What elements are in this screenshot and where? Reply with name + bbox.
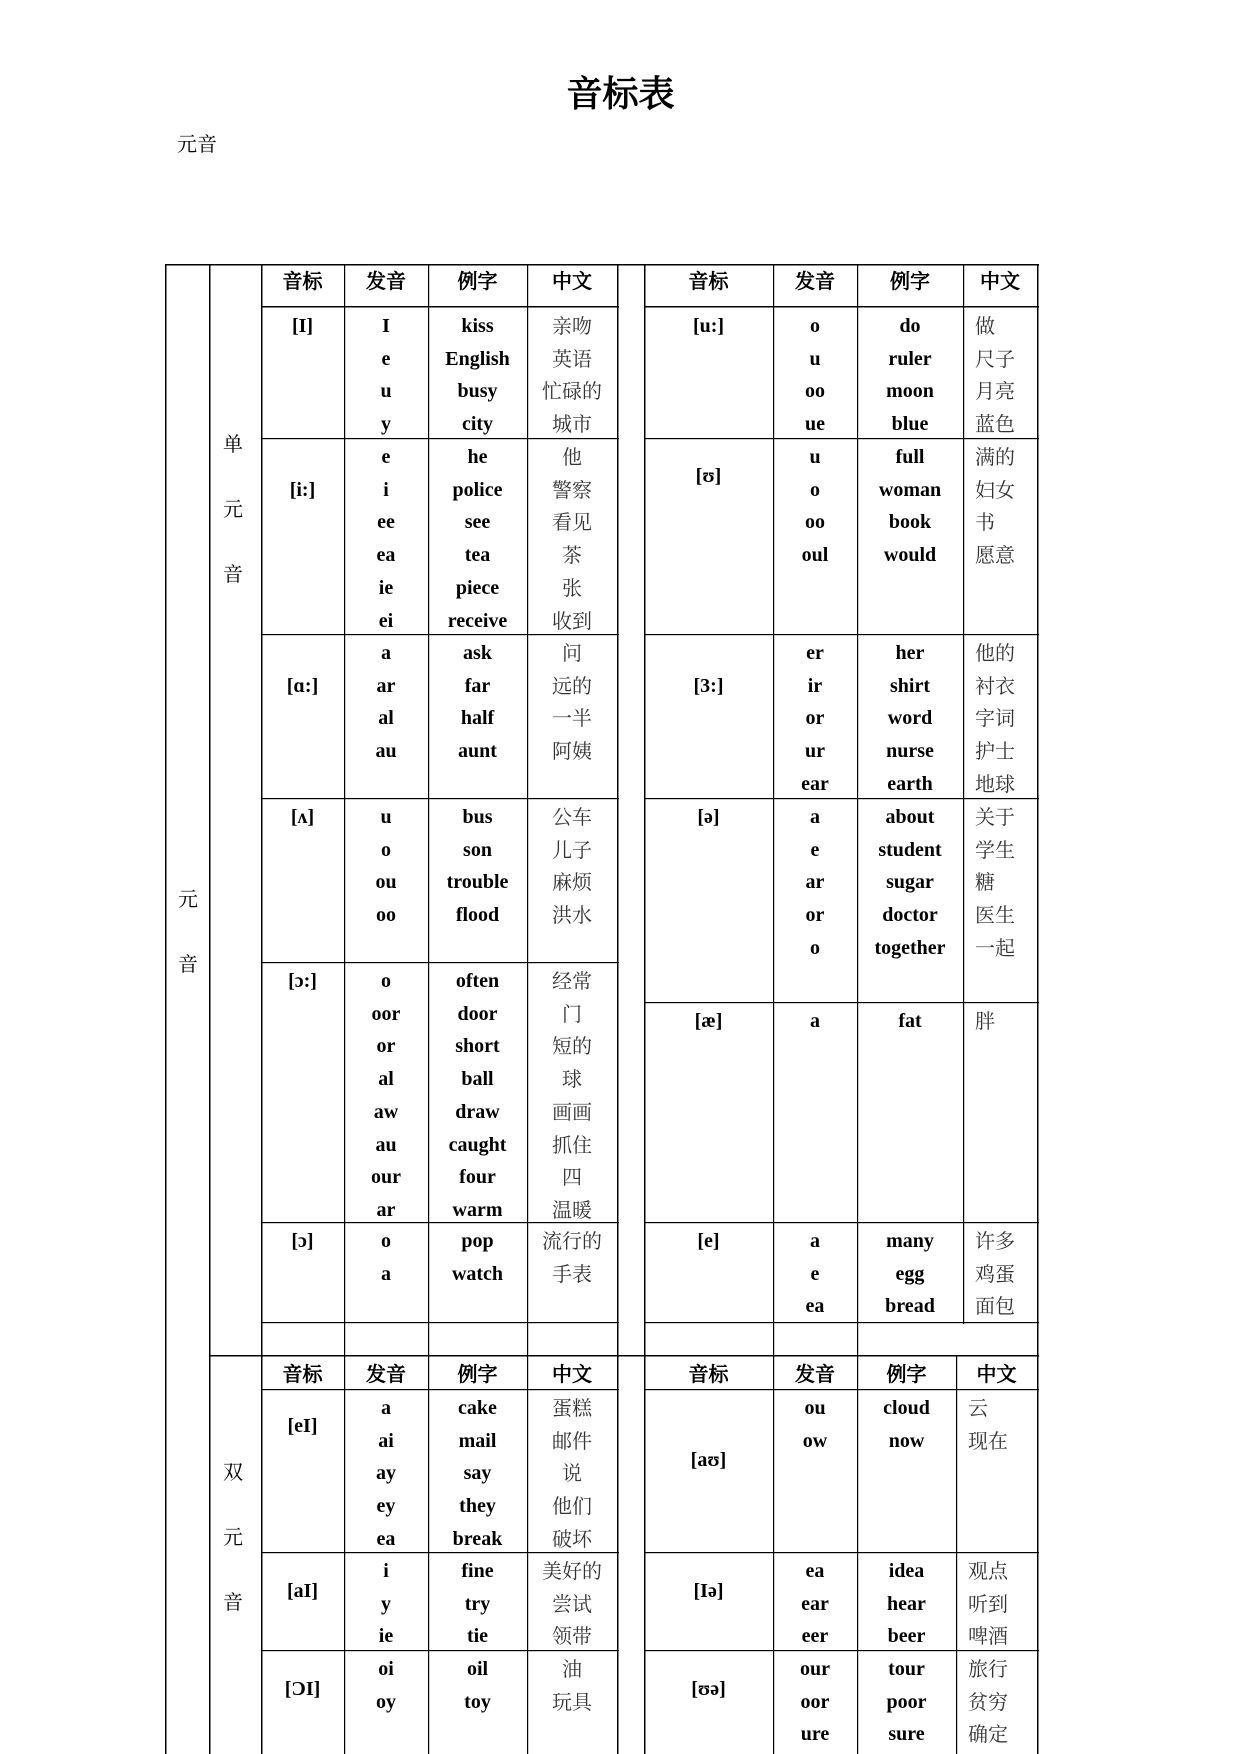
diph-left-2-spelling: oy bbox=[376, 1690, 396, 1713]
mono-right-0-spelling: ue bbox=[805, 413, 825, 436]
mono-right-header-0: 音标 bbox=[688, 269, 729, 293]
diph-left-0-word: say bbox=[463, 1462, 492, 1485]
mono-left-3-meaning: 洪水 bbox=[552, 903, 592, 928]
mono-left-4-spelling: o bbox=[381, 970, 391, 992]
mono-right-3-spelling: o bbox=[810, 936, 820, 959]
mono-left-4-word: draw bbox=[455, 1100, 500, 1123]
diph-left-0-meaning: 他们 bbox=[552, 1494, 592, 1519]
mono-left-5-word: pop bbox=[461, 1230, 494, 1252]
mono-left-5-word: watch bbox=[451, 1262, 504, 1285]
mono-left-1-meaning: 收到 bbox=[552, 608, 592, 633]
mono-left-3-meaning: 公车 bbox=[552, 805, 592, 829]
mono-left-header-3: 中文 bbox=[552, 269, 592, 293]
diph-left-header-2: 例字 bbox=[457, 1362, 498, 1386]
mono-left-3-word: trouble bbox=[446, 871, 509, 894]
mono-right-3-spelling: ar bbox=[805, 871, 825, 894]
diph-left-1-spelling: i bbox=[383, 1560, 389, 1582]
diph-left-1-word: fine bbox=[461, 1560, 494, 1582]
mono-right-1-meaning: 满的 bbox=[975, 445, 1015, 469]
mono-left-4-meaning: 温暖 bbox=[552, 1197, 592, 1222]
mono-left-0-word: city bbox=[461, 413, 494, 436]
mono-right-1-word: full bbox=[895, 446, 925, 468]
mono-right-0-word: do bbox=[899, 315, 921, 337]
diph-right-2-meaning: 贫穷 bbox=[968, 1689, 1008, 1714]
mono-left-4-word: often bbox=[455, 970, 500, 992]
mono-right-2-meaning: 他的 bbox=[975, 641, 1015, 665]
mono-right-2-word: her bbox=[895, 642, 925, 664]
mono-right-0-spelling: o bbox=[810, 315, 820, 337]
mono-right-0-spelling: oo bbox=[805, 380, 825, 403]
mono-left-2-word: half bbox=[460, 707, 495, 730]
diph-left-1-meaning: 领带 bbox=[552, 1624, 592, 1649]
mono-left-3-word: son bbox=[463, 838, 492, 861]
diph-right-1-ipa: [Iə] bbox=[693, 1580, 724, 1602]
mono-right-3-meaning: 学生 bbox=[975, 837, 1015, 862]
mono-left-4-spelling: aw bbox=[373, 1100, 399, 1123]
mono-left-1-spelling: ei bbox=[378, 609, 394, 632]
diph-right-header-2: 例字 bbox=[886, 1362, 927, 1386]
section-label: 元音 bbox=[177, 132, 217, 156]
mono-right-0-meaning: 月亮 bbox=[975, 379, 1015, 404]
mono-left-1-meaning: 茶 bbox=[562, 543, 582, 568]
diph-right-1-spelling: eer bbox=[801, 1625, 829, 1648]
mono-right-2-word: nurse bbox=[886, 740, 934, 763]
mono-right-5-spelling: a bbox=[810, 1230, 820, 1252]
mono-left-4-meaning: 四 bbox=[562, 1165, 582, 1190]
mono-left-1-word: receive bbox=[447, 609, 508, 632]
mono-left-4-word: short bbox=[455, 1035, 500, 1058]
diph-right-2-word: tour bbox=[888, 1658, 925, 1680]
mono-right-4-meaning: 胖 bbox=[975, 1009, 995, 1033]
mono-left-0-spelling: y bbox=[381, 413, 391, 436]
mono-right-5-word: many bbox=[886, 1230, 934, 1252]
mono-right-5-meaning: 鸡蛋 bbox=[975, 1261, 1015, 1286]
mono-left-0-word: kiss bbox=[461, 315, 494, 337]
mono-left-4-word: warm bbox=[452, 1198, 503, 1221]
diph-left-0-word: cake bbox=[458, 1397, 497, 1419]
diphthong-label-text: 双元音 bbox=[223, 1460, 243, 1614]
mono-left-4-meaning: 画画 bbox=[552, 1099, 592, 1124]
document-title: 音标表 bbox=[566, 73, 675, 115]
mono-right-2-ipa: [3:] bbox=[693, 675, 724, 697]
mono-right-0-ipa: [u:] bbox=[692, 315, 725, 337]
diph-left-1-word: tie bbox=[466, 1625, 489, 1648]
diph-left-2-meaning: 玩具 bbox=[552, 1689, 592, 1714]
diph-right-header-0: 音标 bbox=[688, 1362, 729, 1386]
diph-left-2-word: oil bbox=[466, 1658, 489, 1680]
mono-right-3-meaning: 一起 bbox=[975, 935, 1015, 960]
diph-right-2-word: sure bbox=[888, 1723, 925, 1746]
diph-left-2-ipa: [ƆI] bbox=[284, 1678, 321, 1700]
diph-left-2-word: toy bbox=[464, 1690, 491, 1713]
mono-right-3-word: student bbox=[878, 838, 942, 861]
mono-left-1-spelling: i bbox=[383, 478, 389, 501]
mono-left-0-word: busy bbox=[457, 380, 498, 403]
mono-left-0-spelling: e bbox=[381, 347, 391, 370]
mono-right-2-word: word bbox=[887, 707, 933, 730]
mono-left-1-meaning: 他 bbox=[562, 445, 582, 469]
mono-left-header-0: 音标 bbox=[282, 269, 323, 293]
mono-left-5-spelling: a bbox=[381, 1262, 391, 1285]
mono-right-0-word: moon bbox=[886, 380, 934, 403]
diph-left-0-spelling: ea bbox=[376, 1527, 396, 1550]
mono-left-4-word: caught bbox=[448, 1133, 507, 1156]
diph-right-1-meaning: 听到 bbox=[968, 1591, 1008, 1616]
mono-left-2-spelling: a bbox=[381, 642, 391, 664]
mono-right-1-word: woman bbox=[878, 478, 942, 501]
mono-right-0-word: blue bbox=[891, 413, 929, 436]
mono-left-1-word: tea bbox=[464, 544, 491, 567]
mono-right-3-word: together bbox=[874, 936, 946, 959]
mono-left-5-meaning: 流行的 bbox=[542, 1229, 602, 1253]
mono-right-1-word: would bbox=[883, 544, 937, 567]
mono-left-0-meaning: 忙碌的 bbox=[542, 379, 602, 404]
mono-right-0-meaning: 蓝色 bbox=[975, 412, 1015, 437]
mono-left-4-word: ball bbox=[461, 1068, 494, 1091]
mono-left-3-meaning: 麻烦 bbox=[552, 870, 592, 895]
mono-left-4-meaning: 门 bbox=[562, 1001, 582, 1026]
mono-right-2-word: earth bbox=[887, 772, 933, 795]
mono-right-2-meaning: 字词 bbox=[975, 706, 1015, 731]
diph-right-0-ipa: [aʊ] bbox=[690, 1449, 727, 1471]
mono-right-3-ipa: [ə] bbox=[697, 806, 720, 828]
mono-left-2-spelling: au bbox=[375, 740, 397, 763]
mono-left-4-spelling: or bbox=[376, 1035, 396, 1058]
diph-right-0-meaning: 云 bbox=[968, 1396, 988, 1420]
diph-left-0-word: they bbox=[459, 1495, 496, 1518]
mono-left-3-spelling: u bbox=[380, 806, 392, 828]
diph-left-1-spelling: ie bbox=[378, 1625, 394, 1648]
diph-left-0-meaning: 邮件 bbox=[552, 1428, 592, 1453]
diph-right-1-word: idea bbox=[888, 1560, 925, 1582]
mono-right-1-spelling: o bbox=[810, 478, 820, 501]
mono-right-1-meaning: 愿意 bbox=[975, 543, 1015, 568]
mono-right-2-spelling: er bbox=[806, 642, 824, 664]
mono-left-header-2: 例字 bbox=[457, 269, 498, 293]
diph-right-0-word: now bbox=[888, 1429, 925, 1452]
mono-left-0-ipa: [I] bbox=[291, 315, 314, 337]
mono-left-1-meaning: 警察 bbox=[552, 477, 592, 502]
vowel-label-text: 元音 bbox=[178, 887, 198, 976]
mono-right-1-word: book bbox=[888, 511, 932, 534]
mono-right-3-word: about bbox=[885, 806, 935, 828]
mono-right-header-3: 中文 bbox=[980, 269, 1020, 293]
mono-left-2-meaning: 一半 bbox=[552, 706, 592, 731]
diph-right-1-word: hear bbox=[887, 1592, 926, 1615]
mono-right-1-ipa: [ʊ] bbox=[695, 465, 722, 487]
diph-left-0-spelling: a bbox=[381, 1397, 391, 1419]
diph-left-0-meaning: 说 bbox=[562, 1461, 582, 1486]
mono-left-4-meaning: 短的 bbox=[552, 1034, 592, 1059]
mono-right-2-spelling: ur bbox=[805, 740, 825, 763]
mono-right-1-spelling: oul bbox=[801, 544, 829, 567]
mono-right-3-spelling: or bbox=[805, 904, 825, 927]
mono-left-1-meaning: 张 bbox=[562, 575, 582, 600]
mono-right-0-meaning: 尺子 bbox=[975, 346, 1015, 371]
mono-left-3-spelling: o bbox=[381, 838, 391, 861]
mono-right-3-word: doctor bbox=[882, 904, 938, 927]
mono-left-4-spelling: our bbox=[371, 1166, 401, 1189]
diph-left-2-meaning: 油 bbox=[562, 1657, 582, 1681]
mono-left-1-word: see bbox=[464, 511, 491, 534]
mono-left-5-meaning: 手表 bbox=[552, 1261, 592, 1286]
diph-right-1-word: beer bbox=[887, 1625, 926, 1648]
diph-right-0-meaning: 现在 bbox=[968, 1428, 1008, 1453]
mono-left-4-spelling: au bbox=[375, 1133, 397, 1156]
mono-right-2-spelling: ear bbox=[801, 772, 829, 795]
diph-right-2-spelling: our bbox=[800, 1658, 830, 1680]
mono-left-1-word: he bbox=[467, 446, 488, 468]
mono-left-3-spelling: oo bbox=[376, 904, 396, 927]
diph-right-1-spelling: ea bbox=[805, 1560, 825, 1582]
mono-left-2-meaning: 问 bbox=[562, 641, 582, 665]
diph-left-0-ipa: [eI] bbox=[287, 1415, 318, 1437]
mono-left-4-spelling: al bbox=[378, 1068, 394, 1091]
mono-left-4-spelling: ar bbox=[376, 1198, 396, 1221]
mono-right-2-spelling: ir bbox=[807, 674, 823, 697]
diph-left-0-spelling: ai bbox=[378, 1429, 394, 1452]
diph-right-0-spelling: ou bbox=[804, 1397, 826, 1419]
mono-left-1-spelling: e bbox=[381, 446, 391, 468]
diph-left-1-word: try bbox=[464, 1592, 491, 1615]
diph-right-2-spelling: ure bbox=[800, 1723, 830, 1746]
mono-right-1-meaning: 妇女 bbox=[975, 477, 1015, 502]
diph-right-1-meaning: 啤酒 bbox=[968, 1624, 1008, 1649]
mono-left-1-meaning: 看见 bbox=[552, 510, 592, 535]
mono-right-2-meaning: 地球 bbox=[975, 771, 1015, 796]
mono-left-4-word: door bbox=[457, 1002, 498, 1025]
mono-left-3-spelling: ou bbox=[375, 871, 397, 894]
mono-left-3-word: flood bbox=[455, 904, 500, 927]
monophthong-label bbox=[215, 412, 251, 607]
mono-left-0-meaning: 亲吻 bbox=[552, 314, 592, 338]
mono-right-4-spelling: a bbox=[810, 1010, 820, 1032]
mono-right-3-meaning: 糖 bbox=[975, 870, 995, 895]
diph-right-0-spelling: ow bbox=[802, 1429, 828, 1452]
mono-left-4-meaning: 经常 bbox=[552, 969, 592, 993]
mono-right-3-spelling: e bbox=[810, 838, 820, 861]
mono-right-1-spelling: oo bbox=[805, 511, 825, 534]
mono-left-2-word: far bbox=[464, 674, 491, 697]
mono-left-0-spelling: u bbox=[380, 380, 392, 403]
diph-right-header-1: 发音 bbox=[795, 1362, 835, 1386]
mono-right-5-meaning: 许多 bbox=[975, 1229, 1015, 1253]
diph-left-0-spelling: ay bbox=[376, 1462, 396, 1485]
mono-left-2-ipa: [ɑ:] bbox=[286, 675, 319, 697]
vowel-label bbox=[170, 867, 206, 997]
diph-left-0-word: break bbox=[452, 1527, 503, 1550]
diph-left-0-spelling: ey bbox=[376, 1495, 396, 1518]
mono-right-5-meaning: 面包 bbox=[975, 1294, 1015, 1319]
diph-right-1-spelling: ear bbox=[801, 1592, 829, 1615]
diph-right-2-ipa: [ʊə] bbox=[691, 1678, 726, 1700]
mono-left-0-meaning: 城市 bbox=[552, 412, 592, 437]
diph-left-header-3: 中文 bbox=[552, 1362, 592, 1386]
mono-right-2-spelling: or bbox=[805, 707, 825, 730]
mono-left-2-meaning: 远的 bbox=[552, 673, 592, 698]
mono-left-3-ipa: [ʌ] bbox=[290, 806, 315, 828]
mono-left-2-spelling: al bbox=[378, 707, 394, 730]
mono-left-2-word: aunt bbox=[458, 740, 497, 763]
mono-left-4-meaning: 球 bbox=[562, 1067, 582, 1092]
mono-right-3-word: sugar bbox=[886, 871, 934, 894]
mono-left-1-word: police bbox=[452, 478, 503, 501]
mono-left-4-ipa: [ɔ:] bbox=[288, 970, 317, 992]
mono-right-5-word: bread bbox=[885, 1295, 935, 1318]
mono-left-1-spelling: ie bbox=[378, 576, 394, 599]
diph-right-2-meaning: 确定 bbox=[968, 1722, 1008, 1747]
diph-right-1-meaning: 观点 bbox=[968, 1559, 1008, 1583]
diph-left-1-spelling: y bbox=[381, 1592, 391, 1615]
mono-right-4-word: fat bbox=[898, 1010, 922, 1032]
mono-left-1-word: piece bbox=[455, 576, 500, 599]
mono-right-3-spelling: a bbox=[810, 806, 820, 828]
mono-right-5-ipa: [e] bbox=[697, 1230, 720, 1252]
mono-right-4-ipa: [æ] bbox=[694, 1010, 723, 1032]
mono-left-4-meaning: 抓住 bbox=[552, 1132, 592, 1157]
mono-left-4-spelling: oor bbox=[371, 1002, 401, 1025]
diphthong-label bbox=[215, 1440, 251, 1635]
mono-right-5-word: egg bbox=[895, 1262, 925, 1285]
diph-left-0-meaning: 蛋糕 bbox=[552, 1396, 592, 1420]
mono-right-1-meaning: 书 bbox=[975, 510, 995, 535]
mono-right-header-2: 例字 bbox=[890, 269, 930, 293]
mono-right-5-spelling: e bbox=[810, 1262, 820, 1285]
mono-left-2-spelling: ar bbox=[376, 674, 396, 697]
mono-left-5-spelling: o bbox=[381, 1230, 391, 1252]
mono-right-2-meaning: 衬衣 bbox=[975, 673, 1015, 698]
diph-left-header-1: 发音 bbox=[366, 1362, 406, 1386]
diph-right-0-word: cloud bbox=[883, 1397, 930, 1419]
mono-right-0-meaning: 做 bbox=[975, 314, 995, 338]
mono-right-1-spelling: u bbox=[809, 446, 821, 468]
diph-right-header-3: 中文 bbox=[976, 1362, 1017, 1386]
mono-left-0-spelling: I bbox=[382, 315, 390, 337]
diph-right-2-word: poor bbox=[886, 1690, 927, 1713]
mono-right-0-word: ruler bbox=[888, 347, 932, 370]
diph-left-0-word: mail bbox=[458, 1429, 497, 1452]
mono-left-1-spelling: ee bbox=[377, 511, 395, 534]
mono-left-3-word: bus bbox=[462, 806, 493, 828]
mono-right-3-meaning: 医生 bbox=[975, 903, 1015, 928]
mono-right-3-meaning: 关于 bbox=[975, 805, 1015, 829]
mono-right-0-spelling: u bbox=[809, 347, 821, 370]
diph-right-2-meaning: 旅行 bbox=[968, 1657, 1008, 1681]
mono-left-2-meaning: 阿姨 bbox=[552, 739, 592, 764]
mono-left-1-spelling: ea bbox=[376, 544, 396, 567]
mono-left-0-word: English bbox=[445, 347, 510, 370]
mono-left-4-word: four bbox=[459, 1166, 496, 1189]
diph-left-1-meaning: 美好的 bbox=[542, 1559, 602, 1583]
diph-left-2-spelling: oi bbox=[378, 1658, 394, 1680]
diph-left-header-0: 音标 bbox=[282, 1362, 323, 1386]
diph-left-1-meaning: 尝试 bbox=[552, 1591, 592, 1616]
mono-left-5-ipa: [ɔ] bbox=[291, 1230, 314, 1252]
mono-left-0-meaning: 英语 bbox=[552, 346, 592, 371]
mono-right-5-spelling: ea bbox=[805, 1295, 825, 1318]
mono-left-header-1: 发音 bbox=[366, 269, 406, 293]
diph-right-2-spelling: oor bbox=[800, 1690, 830, 1713]
diph-left-1-ipa: [aI] bbox=[286, 1580, 319, 1602]
mono-right-2-meaning: 护士 bbox=[975, 739, 1015, 764]
mono-right-2-word: shirt bbox=[890, 674, 930, 697]
diph-left-0-meaning: 破坏 bbox=[552, 1526, 592, 1551]
monophthong-label-text: 单元音 bbox=[223, 432, 243, 586]
mono-left-2-word: ask bbox=[463, 642, 492, 664]
mono-left-3-meaning: 儿子 bbox=[552, 837, 592, 862]
mono-right-header-1: 发音 bbox=[795, 269, 835, 293]
mono-left-1-ipa: [i:] bbox=[289, 479, 316, 501]
